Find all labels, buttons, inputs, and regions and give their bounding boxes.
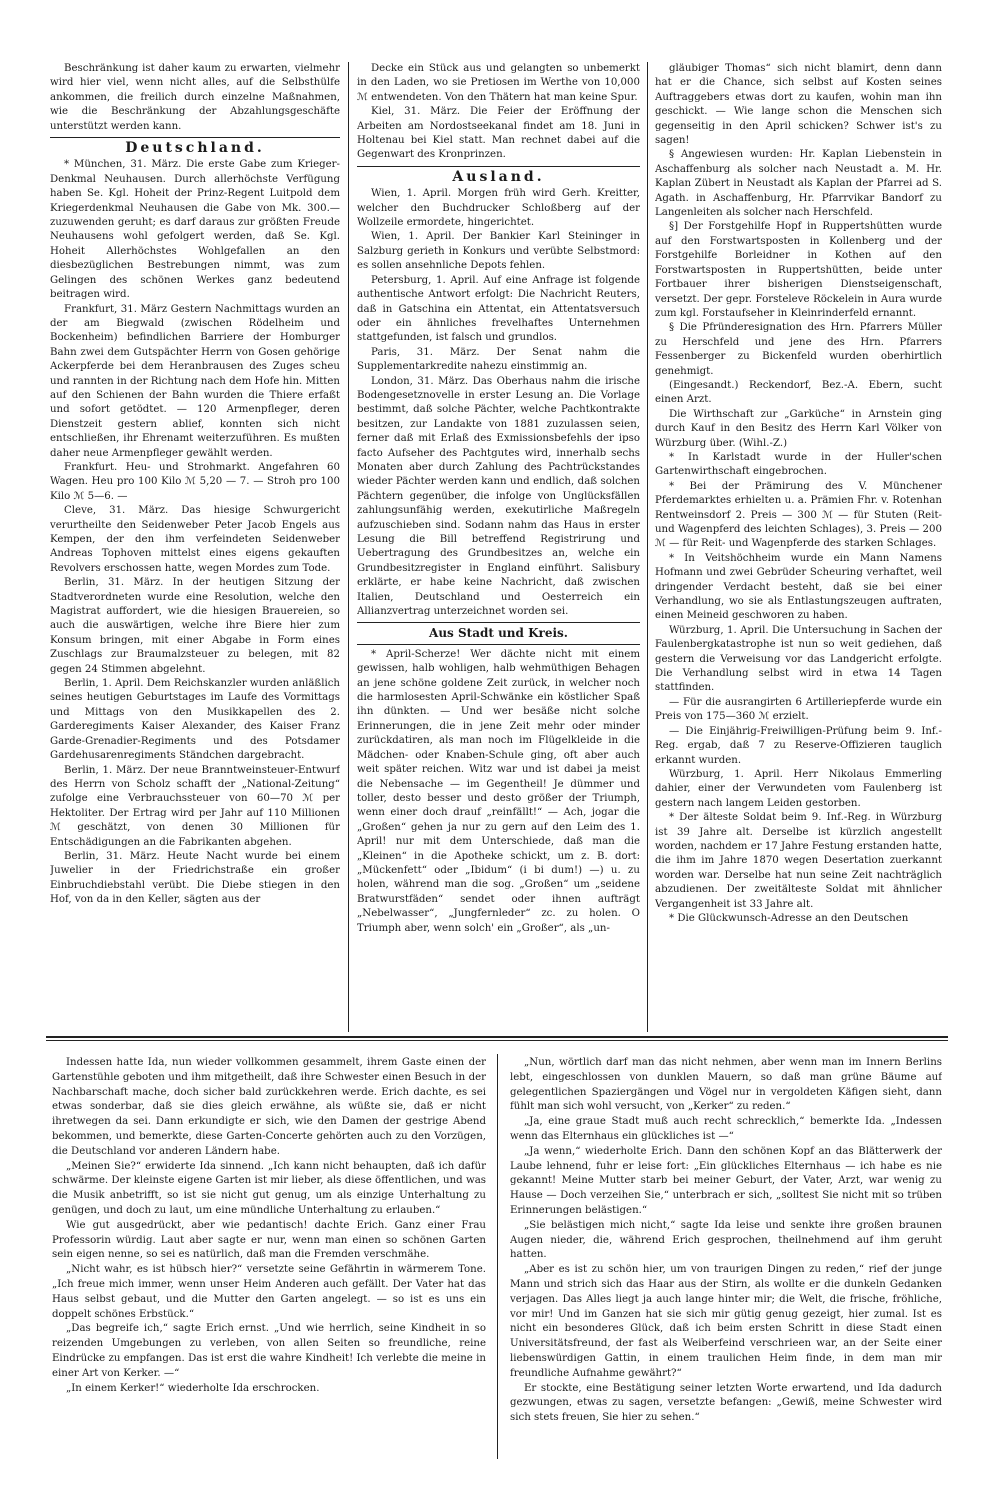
story-paragraph: Er stockte, eine Bestätigung seiner letzten Worte erwartend, und Ida dadurch gezwungen, etwas zu sagen, versetzte befangen: „Gewiß, meine Schwester wird sich stets freuen, Sie hier zu sehen.“ (510, 1382, 942, 1424)
article-text: — Die Einjährig-Freiwilligen-Prüfung beim 9. Inf.-Reg. ergab, daß 7 zu Reserve-Offizieren tauglich erkannt wurden. (655, 725, 942, 766)
section-rule (357, 622, 640, 623)
story-paragraph: Indessen hatte Ida, nun wieder vollkommen gesammelt, ihrem Gaste einen der Gartenstühle geboten und ihm mitgetheilt, daß ihre Schwester einen Besuch in der Nachbarschaft mache, doch sicher bald zurückkehren werde. Erich dachte, es sei etwas sonderbar, daß sie dies gleich erwähne, als wüßte sie, daß er nicht ihretwegen da sei. Dann erkundigte er sich, wie den Damen der gestrige Abend bekommen, und bemerkte, diese Garten-Concerte gehörten auch zu den Vorzügen, die Deutschland vor anderen Ländern habe. (52, 1057, 486, 1157)
article-text: Kiel, 31. März. Die Feier der Eröffnung der Arbeiten am Nordostseekanal findet am 18. Juni in Holtenau bei Kiel statt. Man rechnet dabei auf die Gegenwart des Kronprinzen. (357, 106, 640, 161)
article-text: * Bei der Prämirung des V. Münchener Pferdemarktes erhielten u. a. Prämien Fhr. v. Rotenhan Rentweinsdorf 2. Preis — 300 ℳ — für Stuten (Reit- und Wagenpferd des leichten Schlages), 3. Preis — 200 ℳ — für Reit- und Wagenpferde des starken Schlages. (655, 480, 942, 550)
article-text: § Die Pfründeresignation des Hrn. Pfarrers Müller zu Herschfeld und jene des Hrn. Pfarrers Fessenberger zu Bickenfeld wurden oberhirtlich genehmigt. (655, 322, 942, 377)
story-paragraph: „In einem Kerker!“ wiederholte Ida erschrocken. (66, 1382, 320, 1394)
feuilleton-rule (46, 1040, 948, 1041)
article-text: Decke ein Stück aus und gelangten so unbemerkt in den Laden, wo sie Pretiosen im Werthe von 10,000 ℳ entwendeten. Von den Thätern hat man keine Spur. (357, 63, 640, 103)
story-paragraph: „Meinen Sie?“ erwiderte Ida sinnend. „Ich kann nicht behaupten, daß ich dafür schwärme. Der kleinste eigene Garten ist mir lieber, als diese öffentlichen, und was die Musik anbetrifft, so ist sie nicht gut genug, um als einzige Unterhaltung zu genügen, und doch zu laut, um eine mündliche Unterhaltung zu erlauben.“ (52, 1160, 486, 1216)
article-text: * In Karlstadt wurde in der Huller'schen Gartenwirthschaft eingebrochen. (655, 451, 942, 478)
article-text: — Für die ausrangirten 6 Artilleriepferde wurde ein Preis von 175—360 ℳ erzielt. (655, 696, 942, 723)
news-column-2 (357, 62, 640, 1028)
section-heading-stadt-kreis: Aus Stadt und Kreis. (429, 626, 568, 641)
article-text: Berlin, 31. März. In der heutigen Sitzung der Stadtverordneten wurde eine Resolution, welche den Magistrat auffordert, wie die hiesigen Brauereien, so auch die auswärtigen, welche ihre Biere hier zum Konsum bringen, mit einer Abgabe in Form eines Zuschlags zur Braumalzsteuer zu belegen, mit 82 gegen 24 Stimmen abgelehnt. (50, 577, 340, 675)
article-text: * Die Glückwunsch-Adresse an den Deutschen (669, 912, 909, 924)
article-text: Cleve, 31. März. Das hiesige Schwurgericht verurtheilte den Seidenweber Peter Jacob Engels aus Kempen, der den ihm verfeindeten Seidenweber Andreas Tophoven mittelst eines eigens gekauften Revolvers erschossen hatte, wegen Mordes zum Tode. (50, 505, 340, 574)
feuilleton-column-left (52, 1056, 486, 1459)
story-paragraph: „Nun, wörtlich darf man das nicht nehmen, aber wenn man im Innern Berlins lebt, eingeschlossen von dunklen Mauern, so daß man grüne Bäume auf gelegentlichen Spaziergängen und Vögel nur in vergoldeten Käfigen sieht, dann fühlt man sich wohl versucht, von „Kerker“ zu reden.“ (510, 1057, 942, 1113)
article-text: Beschränkung ist daher kaum zu erwarten, vielmehr wird hier viel, wenn nicht alles, auf die Selbsthülfe ankommen, die freilich durch einzelne Maßnahmen, wie die Beschränkung der Abzahlungsgeschäfte unterstützt werden kann. (50, 63, 340, 132)
article-text: * München, 31. März. Die erste Gabe zum Krieger-Denkmal Neuhausen. Durch allerhöchste Verfügung haben Se. Kgl. Hoheit der Prinz-Regent Luitpold dem Kriegerdenkmal Neuhausen die Gabe von Mk. 300.— zuzuwenden geruht; es darf daraus zur größten Freude Neuhausens wohl gefolgert werden, daß Se. Kgl. Hoheit Allerhöchstes Wohlgefallen an den diesbezüglichen Bestrebungen nimmt, was zum Gelingen des schönen Werkes ganz bedeutend beitragen wird. (50, 159, 340, 301)
article-text: § Angewiesen wurden: Hr. Kaplan Liebenstein in Aschaffenburg als solcher nach Neustadt a. M. Hr. Kaplan Zübert in Neustadt als Kaplan der Pfarrei ad S. Agath. in Aschaffenburg, Hr. Pfarrvikar Bandorf zu Langenleiten als solcher nach Herschfeld. (655, 149, 942, 219)
article-text: gläubiger Thomas“ sich nicht blamirt, denn dann hat er die Chance, sich selbst auf Kosten seines Auftraggebers etwas dort zu kaufen, wohin man ihn geschickt. — Wie lange schon die Menschen sich gegenseitig in den April schicken? Schwer ist's zu sagen! (655, 63, 942, 147)
section-rule (357, 166, 640, 167)
article-text: * In Veitshöchheim wurde ein Mann Namens Hofmann und zwei Gebrüder Scheuring verhaftet, weil dringender Verdacht besteht, daß sie bei einer Verhandlung, wo sie als Entlastungszeugen auftraten, einen Meineid geschworen zu haben. (655, 552, 942, 622)
article-text: * April-Scherze! Wer dächte nicht mit einem gewissen, halb wohligen, halb wehmüthigen Behagen an jene schöne goldene Zeit zurück, in welcher noch die harmlosesten April-Schwänke ein köstlicher Spaß ihn dünkten. — Und wer besäße nicht solche Erinnerungen, die in jene Zeit mehr oder minder zurückdatiren, als man noch im Flügelkleide in die Mädchen- oder Knaben-Schule ging, oft aber auch weit später reichen. Witz war und ist dabei ja meist die Nebensache — im Gegentheil! Je dümmer und toller, desto besser und desto größer der Triumph, wenn einer doch drauf „reinfällt!“ — Ach, jogar die „Großen“ gehen ja nur zu gern auf den Leim des 1. April! nur mit dem Unterschiede, daß man die „Kleinen“ in die Apotheke schickt, um z. B. dort: „Mückenfett“ oder „Ibidum“ (i bi dum!) —) u. zu holen, während man die sog. „Großen“ um „seidene Bratwurstfäden“ sendet oder ihnen aufträgt „Nebelwasser“, „Jungfernleder“ zc. zu holen. O Triumph aber, wenn solch' ein „Großer“, als „un- (357, 648, 640, 934)
article-text: Berlin, 31. März. Heute Nacht wurde bei einem Juwelier in der Friedrichstraße ein großer Einbruchdiebstahl verübt. Die Diebe stiegen in den Hof, von da in den Keller, sägten aus der (50, 850, 340, 906)
feuilleton-divider (497, 1054, 498, 1459)
article-text: Würzburg, 1. April. Herr Nikolaus Emmerling dahier, einer der Verwundeten vom Faulenberg ist gestern nach langem Leiden gestorben. (655, 768, 942, 809)
section-rule (357, 644, 640, 645)
article-text: Frankfurt, 31. März Gestern Nachmittags wurden an der am Biegwald (zwischen Rödelheim und Bockenheim) befindlichen Barriere der Homburger Bahn zwei dem Gutspächter Herrn von Gosen gehörige Ackerpferde bei dem Heranbrausen des Zuges scheu und rannten in der Richtung nach dem Hofe hin. Mitten auf den Schienen der Bahn wurden die Thiere erfaßt und sofort getödtet. — 120 Armenpfleger, deren Dienstzeit gestern ablief, konnten sich nicht entschließen, ihr Ehrenamt weiterzuführen. Es mußten daher neue Armenpfleger gewählt werden. (50, 303, 340, 459)
news-column-1 (50, 62, 340, 1028)
section-heading-deutschland: Deutschland. (125, 140, 265, 157)
column-divider (647, 62, 648, 1032)
article-text: Paris, 31. März. Der Senat nahm die Supplementarkredite nahezu einstimmig an. (357, 346, 640, 373)
article-text: Berlin, 1. März. Der neue Branntweinsteuer-Entwurf des Herrn von Scholz schafft der „National-Zeitung“ zufolge eine Verbrauchssteuer von 60—70 ℳ per Hektoliter. Der Ertrag wird per Jahr auf 110 Millionen ℳ geschätzt, von denen 30 Millionen für Entschädigungen an die Fabrikanten abgehen. (50, 764, 340, 848)
story-paragraph: „Nicht wahr, es ist hübsch hier?“ versetzte seine Gefährtin in wärmerem Tone. „Ich freue mich immer, wenn unser Heim Anderen auch gefällt. Der Vater hat das Haus selbst gebaut, und die Mutter den Garten angelegt. — so ist es uns ein doppelt schönes Erbstück.“ (52, 1264, 486, 1320)
article-text: Würzburg, 1. April. Die Untersuchung in Sachen der Faulenbergkatastrophe ist nun so weit gediehen, daß gestern die Verweisung vor das Landgericht erfolgte. Die Verhandlung selbst wird in etwa 14 Tagen stattfinden. (655, 624, 942, 694)
story-paragraph: „Sie belästigen mich nicht,“ sagte Ida leise und senkte ihre großen braunen Augen nieder, die, während Erich gesprochen, theilnehmend auf ihm geruht hatten. (510, 1219, 942, 1261)
article-text: Petersburg, 1. April. Auf eine Anfrage ist folgende authentische Antwort erfolgt: Die Nachricht Reuters, daß in Gatschina ein Attentat, ein Attentatsversuch oder ein ähnliches frevelhaftes Unternehmen stattgefunden, ist falsch und grundlos. (357, 274, 640, 344)
article-text: Wien, 1. April. Morgen früh wird Gerh. Kreitter, welcher den Buchdrucker Schloßberg auf der Wollzeile ermordete, hingerichtet. (357, 188, 640, 229)
feuilleton-rule (46, 1036, 948, 1038)
feuilleton-column-right (510, 1056, 942, 1459)
news-column-3 (655, 62, 942, 1028)
article-text: (Eingesandt.) Reckendorf, Bez.-A. Ebern, sucht einen Arzt. (655, 379, 942, 406)
story-paragraph: Wie gut ausgedrückt, aber wie pedantisch! dachte Erich. Ganz einer Frau Professorin würdig. Laut aber sagte er nur, wenn man einen so schönen Garten sein eigen nenne, so sei es natürlich, daß man die Fremden verschmähe. (52, 1219, 486, 1261)
story-paragraph: „Ja wenn,“ wiederholte Erich. Dann den schönen Kopf an das Blätterwerk der Laube lehnend, fuhr er leise fort: „Ein glückliches Elternhaus — ich habe es nie gekannt! Meine Mutter starb bei meiner Geburt, der Vater, Arzt, war wenig zu Hause — Doch verzeihen Sie,“ unterbrach er sich, „solltest Sie nicht mit so trüben Erinnerungen belästigen.“ (510, 1145, 942, 1216)
article-text: London, 31. März. Das Oberhaus nahm die irische Bodengesetznovelle in erster Lesung an. Die Vorlage bestimmt, daß solche Pächter, welche Pachtkontrakte besitzen, zur Landakte von 1881 zuzulassen seien, ferner daß mit Erlaß des Exmissionsbefehls der ipso facto Aufseher des Pachtgutes wird, innerhalb sechs Monaten aber durch Zahlung des Pachtrückstandes wieder Pächter werden kann und endlich, daß solchen Pächtern gegenüber, die infolge von Unglücksfällen zahlungsunfähig werden, exekutirliche Maßregeln aufzuschieben sind. Sodann nahm das Haus in erster Lesung die Bill betreffend Registrirung und Uebertragung des Grundbesitzes an, welche ein Grundbesitzregister in England einführt. Salisbury erklärte, er habe keine Nachricht, daß zwischen Italien, Deutschland und Oesterreich ein Allianzvertrag unterzeichnet worden sei. (357, 375, 640, 618)
article-text: Wien, 1. April. Der Bankier Karl Steininger in Salzburg gerieth in Konkurs und verübte Selbstmord: es sollen ansehnliche Depots fehlen. (357, 231, 640, 272)
column-divider (348, 62, 349, 1032)
article-text: §] Der Forstgehilfe Hopf in Ruppertshütten wurde auf den Forstwartsposten in Kollenberg und der Forstgehilfe Borleidner in Kothen auf den Forstwartsposten in Ruppertshütten, beide unter Fortbauer ihrer bisherigen Dienstseigenschaft, versetzt. Der gepr. Forsteleve Röckelein in Aura wurde zum kgl. Forstaufseher in Kleinrinderfeld ernannt. (655, 221, 942, 319)
article-text: Frankfurt. Heu- und Strohmarkt. Angefahren 60 Wagen. Heu pro 100 Kilo ℳ 5,20 — 7. — Stroh pro 100 Kilo ℳ 5—6. — (50, 461, 340, 502)
article-text: Berlin, 1. April. Dem Reichskanzler wurden anläßlich seines heutigen Geburtstages im Laufe des Vormittags und Mittags von den Musikkapellen des 2. Garderegiments Kaiser Alexander, des Kaiser Franz Garde-Grenadier-Regiments und des Potsdamer Gardehusarenregiments Ständchen dargebracht. (50, 678, 340, 762)
section-heading-ausland: Ausland. (452, 168, 545, 185)
story-paragraph: „Das begreife ich,“ sagte Erich ernst. „Und wie herrlich, seine Kindheit in so reizenden Umgebungen zu verleben, von allen Seiten so freundliche, reine Eindrücke zu empfangen. Das ist erst die wahre Kindheit! Ich verlebte die meine in einer Art von Kerker. —“ (52, 1323, 486, 1379)
story-paragraph: „Ja, eine graue Stadt muß auch recht schrecklich,“ bemerkte Ida. „Indessen wenn das Elternhaus ein glückliches ist —“ (510, 1116, 942, 1142)
article-text: * Der älteste Soldat beim 9. Inf.-Reg. in Würzburg ist 39 Jahre alt. Derselbe ist kürzlich angestellt worden, nachdem er 17 Jahre Festung erstanden hatte, die ihm im Jahre 1870 wegen Desertation zuerkannt worden war. Derselbe hat nun seine Zeit nachträglich abzudienen. Der zweitälteste Soldat mit ähnlicher Vergangenheit ist 33 Jahre alt. (655, 812, 942, 910)
article-text: Die Wirthschaft zur „Garküche“ in Arnstein ging durch Kauf in den Besitz des Herrn Karl Völker von Würzburg über. (Wihl.-Z.) (655, 408, 942, 449)
story-paragraph: „Aber es ist zu schön hier, um von traurigen Dingen zu reden,“ rief der junge Mann und strich sich das Haar aus der Stirn, als wollte er die dunkeln Gedanken verjagen. Das Alles liegt ja auch lange hinter mir; die Welt, die frische, fröhliche, vor mir! Und im Ganzen hat sie sich mir gütig genug gezeigt, hier zumal. Ist es nicht ein besonderes Glück, daß ich beim ersten Schritt in diese Stadt einen Universitätsfreund, der fast als Weiberfeind verschrieen war, an der Seite einer liebenswürdigen Gattin, in einem traulichen Heim finde, in dem man mir freundliche Aufnahme gewährt?“ (510, 1264, 942, 1379)
section-rule (50, 137, 340, 138)
